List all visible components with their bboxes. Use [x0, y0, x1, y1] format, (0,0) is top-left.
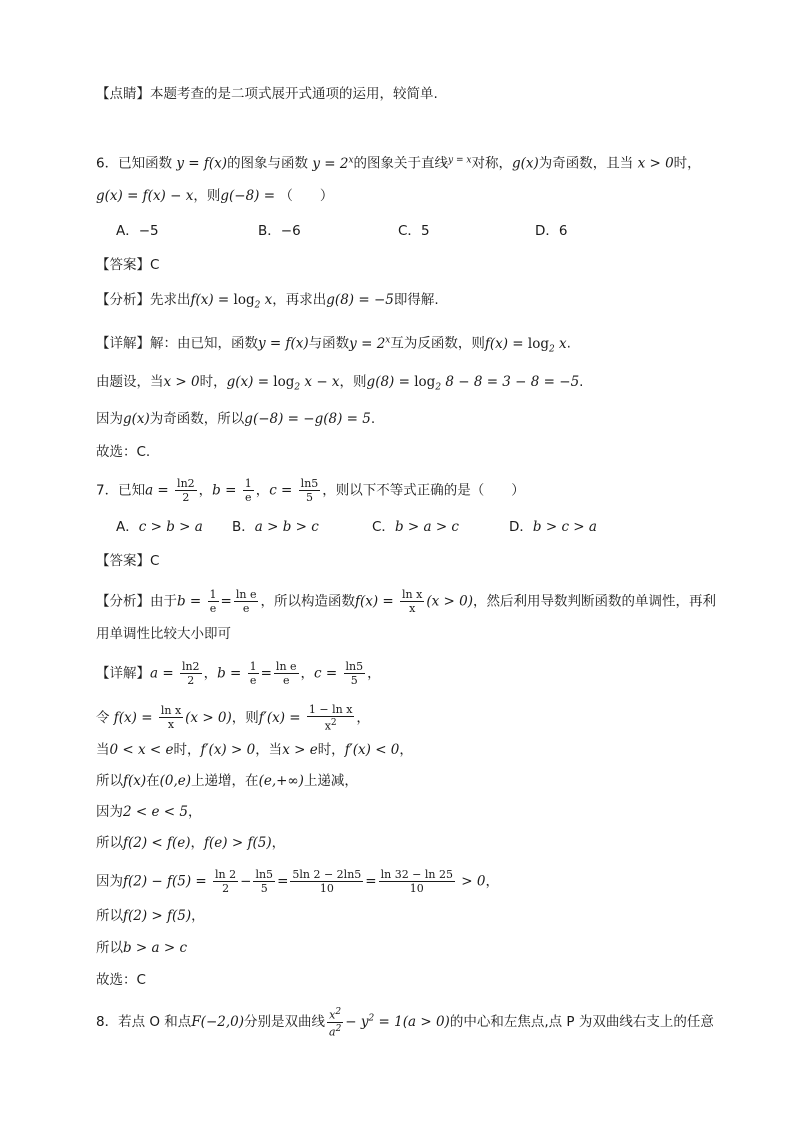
math: x > e	[282, 742, 318, 758]
detail-tag: 【详解】	[96, 665, 150, 682]
fraction: $\frac{1}{e}$	[244, 477, 252, 504]
q7-option-c: C．b > a > c	[372, 519, 459, 535]
q7-option-b: B．a > b > c	[232, 519, 319, 535]
math: f(e) > f(5)	[204, 835, 272, 851]
q6-detail-line2: 由题设，当x > 0时，$g(x) = \log_2 x - x$，则$g(8) = \log_2 8 - 8 = 3 - 8 = -5$.	[96, 374, 584, 393]
math: x > 0	[163, 374, 200, 390]
q7-stem: 7．已知a = $\frac{\ln 2}{2}$ ，b = $\frac{1}{e}$ ，c = $\frac{\ln 5}{5}$ ，则以下不等式正确的是（ ）	[96, 477, 525, 504]
math: $y = 2^x$	[308, 155, 354, 172]
math: $g(8) = \log_2 8 - 8 = 3 - 8 = -5$	[366, 374, 580, 393]
fraction: $\frac{\text{1 − ln x}}{x^2}$	[308, 703, 353, 733]
math: f′(x) > 0	[200, 742, 256, 758]
q6-stem-text: 时，	[673, 155, 701, 172]
q6-option-c: C．5	[398, 223, 430, 239]
math: g(−8) =	[220, 188, 280, 204]
q7-detail-line4: 因为2 < e < 5，	[96, 804, 202, 820]
math: f(x)	[123, 773, 147, 789]
math: g(x)	[511, 155, 539, 172]
fraction: $\frac{\ln 32 - \ln 25}{10}$	[380, 868, 453, 895]
fraction: $\frac{\ln 2}{2}$	[181, 660, 200, 687]
math: b =	[177, 593, 206, 610]
q6-options	[116, 221, 702, 241]
q6-number: 6．	[96, 155, 119, 172]
math: g(8) = −5	[326, 292, 394, 308]
math: f(2) − f(5) =	[123, 873, 212, 890]
answer-tag: 【答案】	[96, 553, 150, 569]
q6-detail-line1: 【详解】解：由已知，函数y = f(x)与函数$y = 2^x$互为反函数，则$f(x) = \log_2 x$.	[96, 335, 571, 355]
q6-stem-text: ，则	[193, 188, 221, 204]
q6-stem-text: 为奇函数，且当	[538, 155, 634, 172]
q6-answer	[96, 255, 702, 275]
math: f(2) > f(5)	[123, 908, 192, 924]
fraction: $\frac{1}{e}$	[209, 588, 217, 615]
math: f′(x) =	[258, 709, 305, 726]
dianjing-line	[96, 84, 702, 104]
q7-analysis-line1: 【分析】由于b = $\frac{1}{e}$ = $\frac{\text{ln e}}{e}$ ，所以构造函数f(x) = $\frac{\text{ln x}}{x}$ (x > 0)，然后利用导数判断函数的单调性，再利	[96, 588, 716, 615]
q6-stem-text: （ ）	[279, 188, 334, 204]
q7-option-a: A．c > b > a	[116, 519, 203, 535]
math: (x > 0)	[185, 709, 232, 726]
q6-conclusion: 故选：C.	[96, 444, 151, 460]
answer-value: C	[150, 257, 160, 273]
q7-detail-line7: 所以f(2) > f(5)，	[96, 908, 205, 924]
math: g(x) = f(x) − x	[96, 188, 194, 204]
q6-stem-text: 的图象关于直线	[353, 155, 449, 172]
q7-detail-line3: 所以f(x)在(0,e)上递增，在(e,+∞)上递减，	[96, 773, 358, 789]
q8-stem: 8．若点 O 和点F(−2,0)分别是双曲线 $\frac{x^2}{a^2}$ − $y^2 = 1(a > 0)$的中心和左焦点,点 P 为双曲线右支上的任意	[96, 1007, 714, 1039]
fraction: $\frac{1}{e}$	[249, 660, 257, 687]
fraction: $\frac{\ln 2}{2}$	[215, 868, 237, 895]
fraction: $\frac{\ln 5}{5}$	[255, 868, 274, 895]
math: 2 < e < 5	[123, 804, 188, 820]
q6-stem-text: 的图象与函数	[227, 155, 309, 172]
math: − $y^2 = 1(a > 0)$	[345, 1013, 450, 1031]
math: (x > 0)	[426, 593, 473, 610]
math: x > 0	[633, 155, 674, 172]
dianjing-text: 本题考查的是二项式展开式通项的运用，较简单.	[150, 86, 438, 102]
q7-detail-line0: 【详解】a = $\frac{\ln 2}{2}$ ，b = $\frac{1}{e}$ = $\frac{\text{ln e}}{e}$ ，c = $\frac{\ln 5}{5}$ ，	[96, 660, 381, 687]
dianjing-tag: 【点睛】	[96, 86, 150, 102]
answer-value: C	[150, 553, 160, 569]
math: f(x) =	[109, 709, 157, 726]
fraction: $\frac{\ln 5}{5}$	[345, 660, 364, 687]
q6-stem-text: 对称，	[471, 155, 512, 172]
math: f′(x) < 0	[344, 742, 400, 758]
q6-stem-line2	[96, 186, 702, 206]
q7-conclusion: 故选：C	[96, 972, 146, 988]
q7-detail-line2: 当0 < x < e时，f′(x) > 0，当x > e时，f′(x) < 0，	[96, 742, 413, 758]
math: g(x)	[123, 411, 150, 427]
math: a =	[145, 482, 174, 499]
q7-options	[116, 517, 702, 537]
q7-detail-line1: 令 f(x) = $\frac{\text{ln x}}{x}$ (x > 0)，则f′(x) = $\frac{\text{1 − ln x}}{x^2}$ ，	[96, 703, 370, 733]
math: $f(x) = \log_2 x$	[484, 335, 567, 355]
math: c =	[269, 482, 297, 499]
fraction: $\frac{\text{ln e}}{e}$	[235, 588, 257, 615]
answer-tag: 【答案】	[96, 257, 150, 273]
math: b =	[212, 482, 241, 499]
math: F(−2,0)	[191, 1014, 244, 1031]
detail-tag: 【详解】	[96, 335, 150, 352]
q6-option-b: B．−6	[258, 223, 301, 239]
fraction: $\frac{\ln 2}{2}$	[177, 477, 195, 504]
q6-option-d: D．6	[535, 223, 568, 239]
math: (e,+∞)	[258, 773, 304, 789]
q7-number: 7．	[96, 482, 119, 499]
q7-analysis-line2: 用单调性比较大小即可	[96, 626, 231, 642]
math: b > a > c	[123, 940, 188, 956]
math: $f(x) = \log_2 x$	[190, 292, 273, 311]
q7-answer	[96, 551, 702, 571]
q7-option-d: D．b > c > a	[509, 519, 597, 535]
math: a =	[150, 665, 178, 682]
math: b =	[217, 665, 246, 682]
fraction: $\frac{\ln 5}{5}$	[300, 477, 319, 504]
analysis-tag: 【分析】	[96, 593, 150, 610]
q6-stem-text: 已知函数	[118, 155, 173, 172]
fraction: $\frac{\text{ln e}}{e}$	[275, 660, 297, 687]
math: $y = 2^x$	[349, 335, 391, 352]
math: 0 < x < e	[109, 742, 174, 758]
q8-number: 8．	[96, 1014, 119, 1031]
math: $g(x) = \log_2 x - x$	[226, 374, 340, 393]
math: y = f(x)	[258, 335, 309, 352]
math: (0,e)	[159, 773, 192, 789]
math: f(2) < f(e)	[123, 835, 191, 851]
fraction: $\frac{\text{ln x}}{x}$	[402, 588, 423, 615]
q6-stem-line1	[96, 150, 702, 174]
math: g(−8) = −g(8) = 5	[244, 411, 371, 427]
q6-option-a: A．−5	[116, 223, 159, 239]
math: c =	[314, 665, 342, 682]
q6-detail-line3: 因为g(x)为奇函数，所以g(−8) = −g(8) = 5.	[96, 411, 376, 427]
math: y = x	[448, 155, 472, 165]
q7-detail-line8: 所以b > a > c	[96, 940, 188, 956]
fraction: $\frac{5\ln 2 - 2\ln 5}{10}$	[292, 868, 362, 895]
q6-analysis: 【分析】先求出$f(x) = \log_2 x$，再求出g(8) = −5即得解.	[96, 292, 439, 311]
q7-detail-line6: 因为f(2) − f(5) = $\frac{\ln 2}{2}$ − $\frac{\ln 5}{5}$ = $\frac{5\ln 2 - 2\ln 5}{10}$ = $\frac{\ln 32 - \ln 25}{10}$ > 0，	[96, 868, 499, 895]
q7-detail-line5: 所以f(2) < f(e)，f(e) > f(5)，	[96, 835, 286, 851]
fraction: $\frac{\text{ln x}}{x}$	[160, 704, 182, 732]
math: f(x) =	[354, 593, 399, 610]
math: y = f(x)	[172, 155, 228, 172]
analysis-tag: 【分析】	[96, 292, 150, 308]
fraction: $\frac{x^2}{a^2}$	[329, 1007, 342, 1039]
